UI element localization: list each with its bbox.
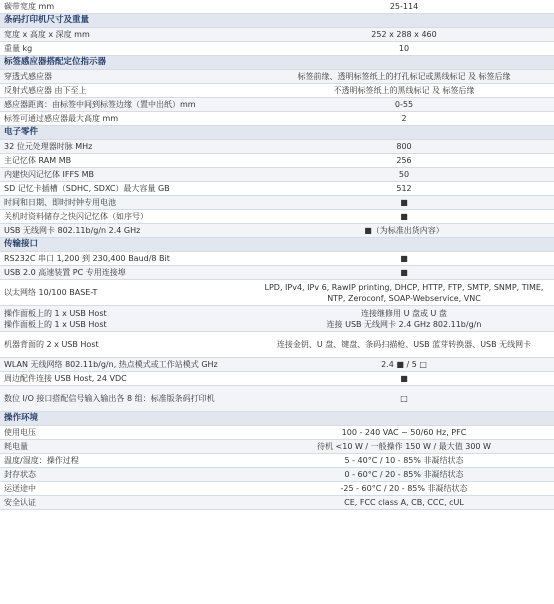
spec-label: 运送途中 [0, 482, 254, 496]
spec-row [0, 140, 554, 154]
spec-label: 机器背面的 2 x USB Host [0, 332, 254, 358]
spec-row [0, 454, 554, 468]
spec-value: 0-55 [254, 98, 554, 112]
spec-row [0, 98, 554, 112]
spec-row [0, 182, 554, 196]
spec-value: 连接继修用 U 盘或 U 盘 连接 USB 无线网卡 2.4 GHz 802.11b/g/n [254, 306, 554, 332]
spec-value: □ [254, 386, 554, 412]
spec-label: 耗电量 [0, 440, 254, 454]
spec-label: 时间和日期、即时时钟专用电池 [0, 196, 254, 210]
spec-label: 主记忆体 RAM MB [0, 154, 254, 168]
spec-row [0, 28, 554, 42]
spec-value: CE, FCC class A, CB, CCC, cUL [254, 496, 554, 510]
spec-value: 25-114 [254, 0, 554, 14]
spec-value: 100 - 240 VAC ~ 50/60 Hz, PFC [254, 426, 554, 440]
spec-label: 反射式感应器 由下至上 [0, 84, 254, 98]
spec-label: 内建快闪记忆体 IFFS MB [0, 168, 254, 182]
spec-value: ■ [254, 372, 554, 386]
spec-label: USB 无线网卡 802.11b/g/n 2.4 GHz [0, 224, 254, 238]
spec-value: 256 [254, 154, 554, 168]
spec-row [0, 482, 554, 496]
section-header [0, 412, 554, 426]
spec-value: 5 - 40°C / 10 - 85% 非凝结状态 [254, 454, 554, 468]
spec-row [0, 372, 554, 386]
section-header [0, 56, 554, 70]
spec-row [0, 440, 554, 454]
spec-row [0, 496, 554, 510]
spec-value: 2.4 ■ / 5 □ [254, 358, 554, 372]
spec-label: 32 位元处理器时脉 MHz [0, 140, 254, 154]
spec-row [0, 306, 554, 332]
spec-row [0, 84, 554, 98]
spec-value: ■ [254, 252, 554, 266]
spec-label: 穿透式感应器 [0, 70, 254, 84]
spec-row [0, 224, 554, 238]
spec-label: 安全认证 [0, 496, 254, 510]
spec-value: 10 [254, 42, 554, 56]
spec-row [0, 196, 554, 210]
section-header [0, 238, 554, 252]
spec-row [0, 252, 554, 266]
spec-label: 以太网络 10/100 BASE-T [0, 280, 254, 306]
spec-row [0, 70, 554, 84]
spec-row [0, 168, 554, 182]
spec-row [0, 386, 554, 412]
spec-value: 252 x 288 x 460 [254, 28, 554, 42]
spec-label: 操作面板上的 1 x USB Host 操作面板上的 1 x USB Host [0, 306, 254, 332]
section-header [0, 126, 554, 140]
section-title: 条码打印机尺寸及重量 [0, 14, 554, 28]
spec-label: 关机时资料储存之快闪记忆体（如序号） [0, 210, 254, 224]
spec-value: 待机 <10 W / 一般操作 150 W / 最大值 300 W [254, 440, 554, 454]
spec-value: 连接金钥、U 盘、键盘、条码扫描枪、USB 蓝芽转换器、USB 无线网卡 [254, 332, 554, 358]
spec-label: 温度/湿度：操作过程 [0, 454, 254, 468]
spec-row [0, 426, 554, 440]
spec-row [0, 332, 554, 358]
spec-label: 数位 I/O 接口搭配信号输入输出各 8 组：标准版条码打印机 [0, 386, 254, 412]
spec-label: 碳带宽度 mm [0, 0, 254, 14]
spec-value: LPD, IPv4, IPv 6, RawIP printing, DHCP, HTTP, FTP, SMTP, SNMP, TIME, NTP, Zeroconf, SOAP-Webservice, VNC [254, 280, 554, 306]
spec-value: 不透明标签纸上的黑线标记 及 标签后缘 [254, 84, 554, 98]
spec-value: ■（为标准出货内容） [254, 224, 554, 238]
section-title: 电子零件 [0, 126, 554, 140]
section-title: 操作环境 [0, 412, 554, 426]
spec-label: SD 记忆卡插槽（SDHC, SDXC）最大容量 GB [0, 182, 254, 196]
spec-label: RS232C 串口 1,200 到 230,400 Baud/8 Bit [0, 252, 254, 266]
spec-row [0, 468, 554, 482]
spec-label: 封存状态 [0, 468, 254, 482]
spec-value: 512 [254, 182, 554, 196]
section-title: 传输接口 [0, 238, 554, 252]
spec-row [0, 112, 554, 126]
spec-row [0, 0, 554, 14]
spec-value: 标签前缘、透明标签纸上的打孔标记或黑线标记 及 标签后缘 [254, 70, 554, 84]
spec-label: 宽度 x 高度 x 深度 mm [0, 28, 254, 42]
spec-value: -25 - 60°C / 20 - 85% 非凝结状态 [254, 482, 554, 496]
spec-row [0, 280, 554, 306]
spec-row [0, 42, 554, 56]
spec-label: 使用电压 [0, 426, 254, 440]
spec-value: ■ [254, 266, 554, 280]
spec-label: 周边配件连接 USB Host, 24 VDC [0, 372, 254, 386]
spec-value: 50 [254, 168, 554, 182]
spec-value: 0 - 60°C / 20 - 85% 非凝结状态 [254, 468, 554, 482]
spec-value: ■ [254, 196, 554, 210]
spec-label: WLAN 无线网络 802.11b/g/n, 热点模式或工作站模式 GHz [0, 358, 254, 372]
spec-label: USB 2.0 高速装置 PC 专用连接埠 [0, 266, 254, 280]
spec-value: ■ [254, 210, 554, 224]
spec-label: 标签可通过感应器最大高度 mm [0, 112, 254, 126]
section-header [0, 14, 554, 28]
spec-value: 800 [254, 140, 554, 154]
spec-row [0, 358, 554, 372]
spec-row [0, 210, 554, 224]
spec-label: 感应器距离：由标签中间到标签边缘（置中出纸）mm [0, 98, 254, 112]
spec-row [0, 266, 554, 280]
section-title: 标签感应器搭配定位指示器 [0, 56, 554, 70]
spec-value: 2 [254, 112, 554, 126]
spec-label: 重量 kg [0, 42, 254, 56]
spec-row [0, 154, 554, 168]
